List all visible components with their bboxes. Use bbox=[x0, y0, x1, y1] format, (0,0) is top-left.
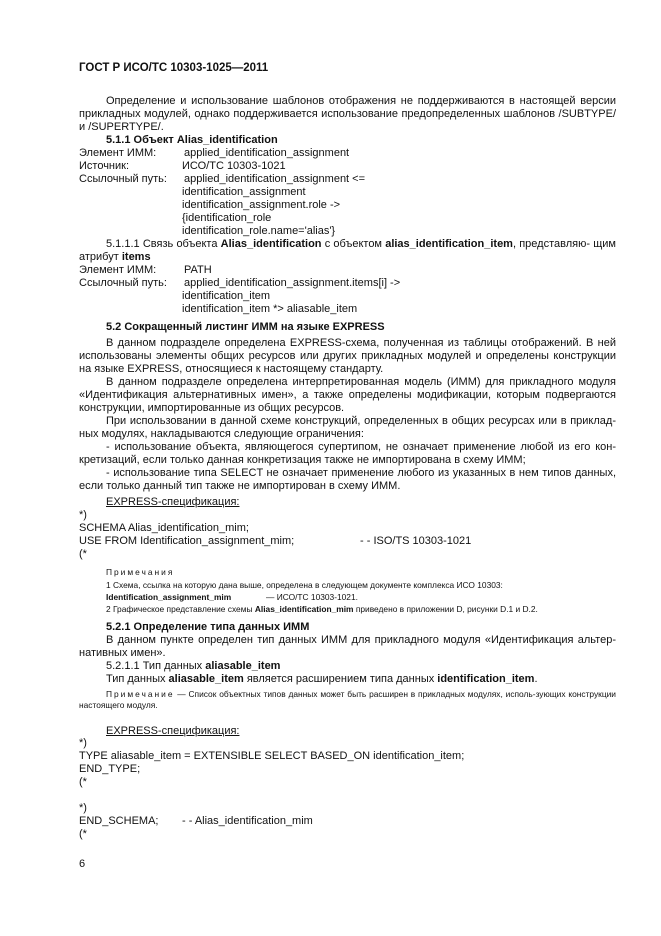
note-1-schema-name: Identification_assignment_mim bbox=[106, 592, 232, 602]
ref-path-line: identification_assignment bbox=[182, 186, 306, 198]
code-line: *) bbox=[79, 509, 87, 521]
section-5-1-1-heading: 5.1.1 Объект Alias_identification bbox=[106, 134, 278, 146]
elem-label: Элемент ИММ: bbox=[79, 147, 157, 159]
ref-path-line: identification_role.name='alias'} bbox=[182, 225, 336, 237]
code-line: END_TYPE; bbox=[79, 763, 141, 775]
note-1-reference: — ИСО/ТС 10303-1021. bbox=[266, 592, 358, 602]
note-2: 2 Графическое представление схемы Alias_identification_mim приведено в приложении D, рисунки D.1 и D.2. bbox=[106, 604, 538, 614]
code-comment: - - ISO/TS 10303-1021 bbox=[360, 535, 472, 547]
code-line: SCHEMA Alias_identification_mim; bbox=[79, 522, 249, 534]
code-line: (* bbox=[79, 776, 87, 788]
ref-path-line: identification_item *> aliasable_item bbox=[182, 303, 358, 315]
paragraph: В данном пункте определен тип данных ИММ для прикладного модуля «Идентификация альтер-нативных имен». bbox=[79, 634, 616, 660]
section-5-2-1-1-heading: 5.2.1.1 Тип данных aliasable_item bbox=[106, 660, 281, 672]
intro-paragraph: Определение и использование шаблонов отображения не поддерживаются в настоящей версии прикладных модулей, однако поддерживается использование предопределенных шаблонов /SUBTYPE/ и /SUPERTYPE/. bbox=[79, 95, 616, 134]
ref-path-line: identification_assignment.role -> bbox=[182, 199, 341, 211]
ref-path-line: identification_item bbox=[182, 290, 271, 302]
ref-path-label: Ссылочный путь: bbox=[79, 277, 167, 289]
paragraph: В данном подразделе определена интерпретированная модель (ИММ) для прикладного модуля «Идентификация альтернативных имен», а также определены модификации, которым подвергаются конструкции, импортированные из общих ресурсов. bbox=[79, 376, 616, 415]
code-line: END_SCHEMA; bbox=[79, 815, 159, 827]
ref-path-line: applied_identification_assignment.items[i] -> bbox=[184, 277, 401, 289]
section-5-2-1-heading: 5.2.1 Определение типа данных ИММ bbox=[106, 621, 310, 633]
paragraph: При использовании в данной схеме конструкций, определенных в общих ресурсах или в приклад-ных модулях, накладываются следующие ограничения: bbox=[79, 415, 616, 441]
code-line: *) bbox=[79, 802, 87, 814]
section-5-2-heading: 5.2 Сокращенный листинг ИММ на языке EXPRESS bbox=[106, 321, 385, 333]
code-line: USE FROM Identification_assignment_mim; bbox=[79, 535, 295, 547]
source-value: ИСО/ТС 10303-1021 bbox=[182, 160, 286, 172]
paragraph: - использование объекта, являющегося супертипом, не означает применение любой из его кон-кретизаций, если только данная конкретизация также не импортирована в схему ИММ; bbox=[79, 441, 616, 467]
elem-value: PATH bbox=[184, 264, 212, 276]
page-number: 6 bbox=[79, 858, 86, 870]
elem-value: applied_identification_assignment bbox=[184, 147, 350, 159]
code-line: (* bbox=[79, 548, 87, 560]
source-label: Источник: bbox=[79, 160, 130, 172]
express-spec-label: EXPRESS-спецификация: bbox=[106, 725, 240, 737]
section-5-1-1-1-heading: 5.1.1.1 Связь объекта Alias_identification с объектом alias_identification_item, представляю- щим атрибут items bbox=[79, 238, 616, 264]
code-line: *) bbox=[79, 737, 87, 749]
ref-path-label: Ссылочный путь: bbox=[79, 173, 167, 185]
code-line: TYPE aliasable_item = EXTENSIBLE SELECT BASED_ON identification_item; bbox=[79, 750, 465, 762]
paragraph: - использование типа SELECT не означает применение любого из указанных в нем типов данных, если только данный тип также не импортирован в схему ИММ. bbox=[79, 467, 616, 493]
note-1: 1 Схема, ссылка на которую дана выше, определена в следующем документе комплекса ИСО 10303: bbox=[106, 580, 503, 590]
code-comment: - - Alias_identification_mim bbox=[182, 815, 313, 827]
page-header: ГОСТ Р ИСО/ТС 10303-1025—2011 bbox=[79, 62, 269, 74]
type-note: Примечание — Список объектных типов данных может быть расширен в прикладных модулях, исполь-зующих конструкции настоящего модуля. bbox=[79, 689, 616, 710]
ref-path-line: applied_identification_assignment <= bbox=[184, 173, 366, 185]
paragraph: В данном подразделе определена EXPRESS-схема, полученная из таблицы отображений. В ней использованы элементы общих ресурсов или других прикладных модулей и определены конструкции на языке EXPRESS, относящиеся к настоящему стандарту. bbox=[79, 337, 616, 376]
code-line: (* bbox=[79, 828, 87, 840]
express-spec-label: EXPRESS-спецификация: bbox=[106, 496, 240, 508]
notes-title: Примечания bbox=[106, 567, 175, 577]
elem-label: Элемент ИММ: bbox=[79, 264, 157, 276]
type-description: Тип данных aliasable_item является расширением типа данных identification_item. bbox=[106, 673, 538, 685]
ref-path-line: {identification_role bbox=[182, 212, 272, 224]
